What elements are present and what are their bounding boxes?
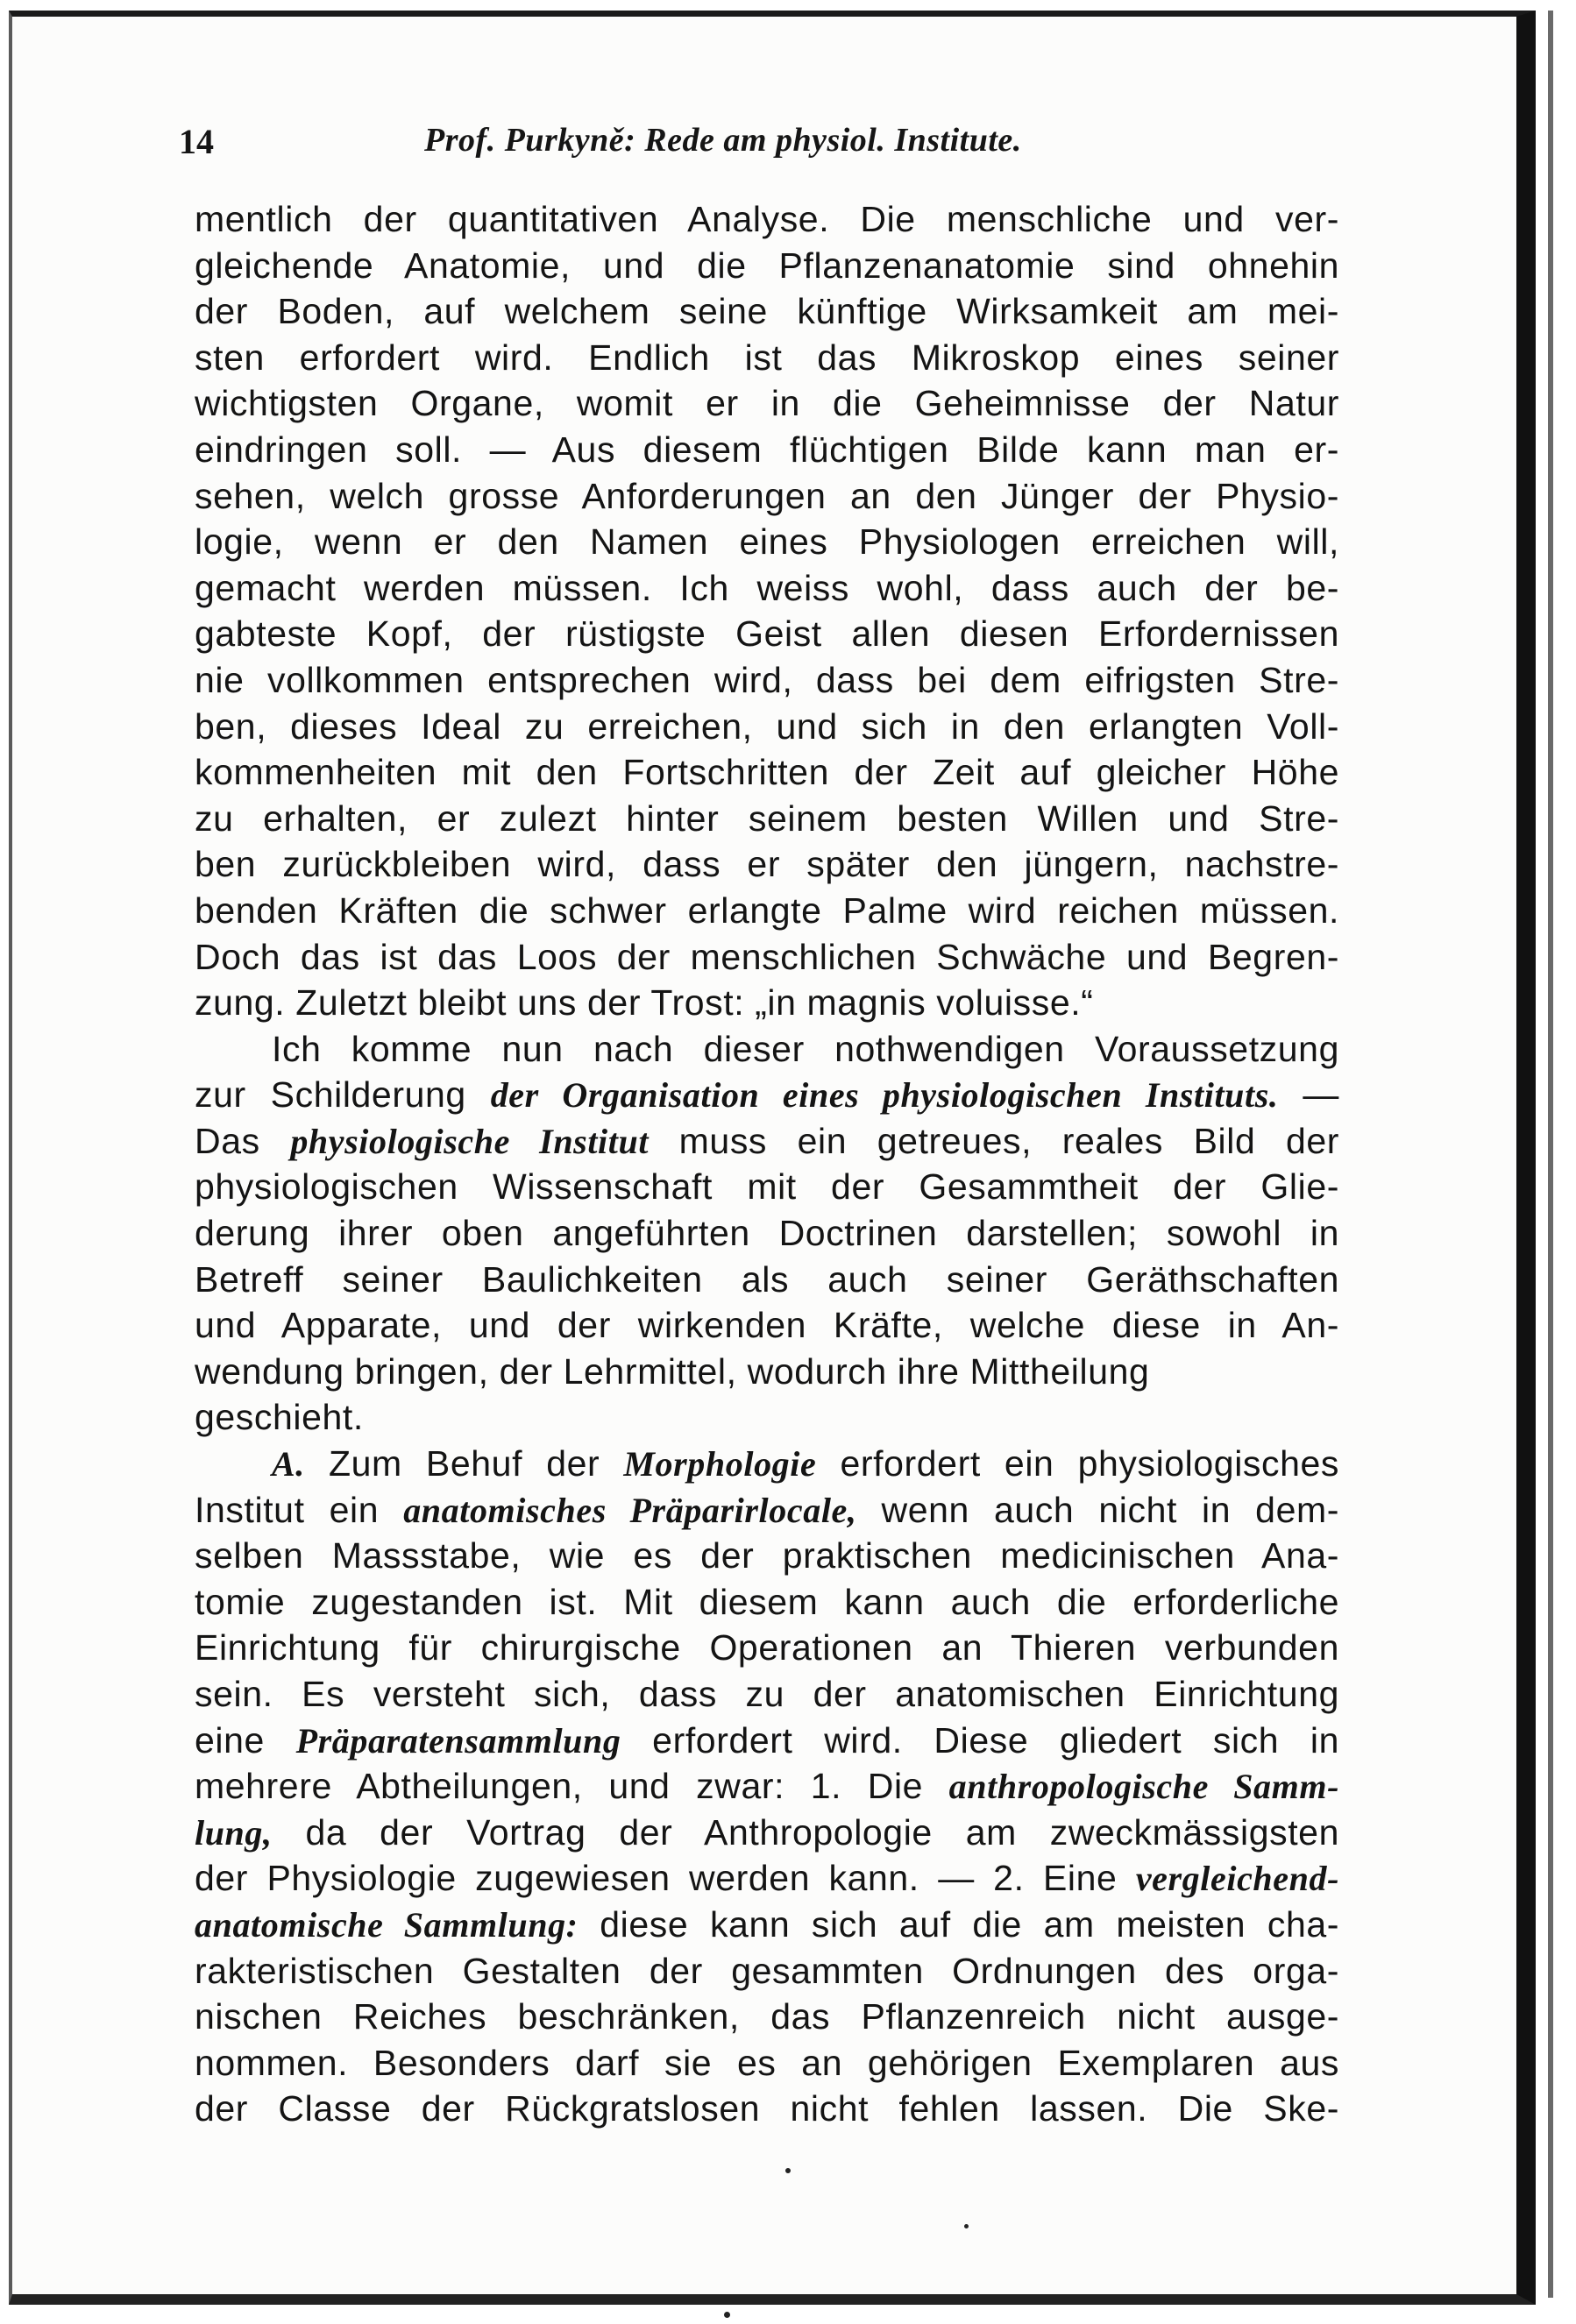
- text-run: wenn auch nicht in dem-: [856, 1489, 1339, 1530]
- text-run: Institut ein: [195, 1489, 404, 1530]
- text-line: [195, 1810, 1339, 1856]
- italic-text: der Organisation eines physiologischen Instituts.: [490, 1075, 1279, 1116]
- text-run: physiologischen Wissenschaft mit der Gesammtheit der Glie-: [195, 1166, 1339, 1208]
- text-run: muss ein getreues, reales Bild der: [649, 1120, 1340, 1161]
- text-run: diese kann sich auf die am meisten cha-: [578, 1903, 1339, 1945]
- ink-speck: [785, 2168, 791, 2173]
- text-line: [195, 1902, 1339, 1948]
- text-run: und Apparate, und der wirkenden Kräfte, welche diese in An-: [195, 1305, 1339, 1346]
- page-number: 14: [179, 122, 214, 161]
- text-run: eindringen soll. — Aus diesem flüchtigen Bilde kann man er-: [195, 429, 1339, 470]
- text-line: [195, 1948, 1339, 1995]
- text-line: [195, 1441, 1339, 1487]
- text-run: wichtigsten Organe, womit er in die Geheimnisse der Natur: [195, 383, 1339, 424]
- text-line: [195, 1533, 1339, 1579]
- text-line: [195, 934, 1339, 981]
- page-edge-shadow: [1548, 11, 1553, 2298]
- italic-text: Präparatensammlung: [295, 1720, 621, 1761]
- running-head: Prof. Purkyně: Rede am physiol. Institute.: [424, 122, 1022, 159]
- text-line: [195, 196, 1339, 243]
- text-line: [195, 427, 1339, 473]
- italic-text: anthropologische Samm-: [948, 1767, 1339, 1807]
- text-run: gabteste Kopf, der rüstigste Geist allen diesen Erfordernissen: [195, 613, 1339, 655]
- text-line: [195, 657, 1339, 704]
- text-line: [195, 841, 1339, 888]
- text-run: gemacht werden müssen. Ich weiss wohl, dass auch der be-: [195, 567, 1339, 608]
- text-line: [195, 1579, 1339, 1626]
- italic-text: physiologische Institut: [290, 1121, 650, 1161]
- text-run: zur Schilderung: [195, 1074, 491, 1116]
- italic-text: A.: [272, 1444, 305, 1484]
- text-line: [195, 611, 1339, 657]
- text-line: [195, 1718, 1339, 1764]
- text-run: zung. Zuletzt bleibt uns der Trost: „in magnis voluisse.“: [195, 982, 1094, 1024]
- text-run: nischen Reiches beschränken, das Pflanzenreich nicht ausge-: [195, 1996, 1339, 2037]
- text-line: [195, 980, 1339, 1026]
- text-run: erfordert wird. Diese gliedert sich in: [621, 1719, 1339, 1761]
- text-run: wendung bringen, der Lehrmittel, wodurch ihre Mittheilung: [195, 1350, 1150, 1392]
- text-run: sehen, welch grosse Anforderungen an den Jünger der Physio-: [195, 475, 1339, 516]
- text-line: [195, 1625, 1339, 1671]
- text-line: [195, 2086, 1339, 2132]
- text-line: [195, 1855, 1339, 1902]
- text-line: [195, 1671, 1339, 1718]
- text-run: geschieht.: [195, 1397, 364, 1438]
- text-run: —: [1278, 1074, 1340, 1116]
- text-line: [195, 1302, 1339, 1349]
- text-run: eine: [195, 1719, 296, 1761]
- text-run: selben Massstabe, wie es der praktischen medicinischen Ana-: [195, 1535, 1339, 1576]
- text-run: tomie zugestanden ist. Mit diesem kann auch die erforderliche: [195, 1581, 1339, 1622]
- text-line: [195, 1349, 1339, 1395]
- text-run: ben, dieses Ideal zu erreichen, und sich in den erlangten Voll-: [195, 705, 1339, 747]
- italic-text: anatomisches Präparirlocale,: [403, 1490, 857, 1530]
- text-line: [195, 473, 1339, 520]
- text-run: sein. Es versteht sich, dass zu der anatomischen Einrichtung: [195, 1674, 1339, 1714]
- italic-text: vergleichend-: [1135, 1859, 1339, 1899]
- text-line: [195, 519, 1339, 565]
- text-line: [195, 1763, 1339, 1810]
- text-line: [195, 1118, 1339, 1165]
- text-line: [195, 380, 1339, 427]
- text-line: [195, 1257, 1339, 1303]
- text-run: Ich komme nun nach dieser nothwendigen Voraussetzung: [272, 1028, 1339, 1069]
- italic-text: Morphologie: [623, 1444, 817, 1484]
- ink-speck: [724, 2312, 730, 2318]
- text-run: benden Kräften die schwer erlangte Palme wird reichen müssen.: [195, 889, 1339, 931]
- text-line: [195, 1994, 1339, 2040]
- text-run: mehrere Abtheilungen, und zwar: 1. Die: [195, 1766, 949, 1807]
- text-line: [195, 888, 1339, 934]
- text-run: nie vollkommen entsprechen wird, dass bei dem eifrigsten Stre-: [195, 659, 1339, 700]
- text-line: [195, 1210, 1339, 1257]
- text-line: [195, 1394, 1339, 1441]
- text-run: gleichende Anatomie, und die Pflanzenanatomie sind ohnehin: [195, 244, 1339, 286]
- text-run: der Boden, auf welchem seine künftige Wirksamkeit am mei-: [195, 291, 1339, 332]
- ink-speck: [964, 2224, 969, 2228]
- text-run: nommen. Besonders darf sie es an gehörigen Exemplaren aus: [195, 2042, 1339, 2083]
- text-run: Zum Behuf der: [304, 1443, 624, 1484]
- text-run: kommenheiten mit den Fortschritten der Zeit auf gleicher Höhe: [195, 752, 1339, 793]
- text-run: Einrichtung für chirurgische Operationen an Thieren verbunden: [195, 1627, 1339, 1669]
- text-line: [195, 749, 1339, 796]
- text-run: da der Vortrag der Anthropologie am zweckmässigsten: [272, 1811, 1339, 1853]
- text-run: ben zurückbleiben wird, dass er später den jüngern, nachstre-: [195, 844, 1339, 885]
- text-run: Das: [195, 1120, 291, 1161]
- text-run: logie, wenn er den Namen eines Physiologen erreichen will,: [195, 521, 1339, 563]
- text-line: [195, 335, 1339, 381]
- text-run: Doch das ist das Loos der menschlichen Schwäche und Begren-: [195, 936, 1339, 977]
- text-run: Betreff seiner Baulichkeiten als auch seiner Geräthschaften: [195, 1258, 1339, 1300]
- page-header: [179, 121, 1161, 174]
- text-line: [195, 1026, 1339, 1073]
- text-line: [195, 2040, 1339, 2087]
- text-line: [195, 1072, 1339, 1118]
- text-run: mentlich der quantitativen Analyse. Die menschliche und ver-: [195, 199, 1339, 239]
- text-line: [195, 1164, 1339, 1210]
- text-line: [195, 565, 1339, 612]
- text-run: rakteristischen Gestalten der gesammten Ordnungen des orga-: [195, 1950, 1339, 1991]
- text-line: [195, 704, 1339, 750]
- text-run: sten erfordert wird. Endlich ist das Mikroskop eines seiner: [195, 337, 1339, 378]
- text-run: der Classe der Rückgratslosen nicht fehlen lassen. Die Ske-: [195, 2088, 1339, 2129]
- text-run: zu erhalten, er zulezt hinter seinem besten Willen und Stre-: [195, 797, 1339, 839]
- italic-text: anatomische Sammlung:: [195, 1904, 579, 1945]
- text-line: [195, 243, 1339, 289]
- text-line: [195, 796, 1339, 842]
- text-run: derung ihrer oben angeführten Doctrinen darstellen; sowohl in: [195, 1213, 1339, 1254]
- text-run: erfordert ein physiologisches: [816, 1443, 1340, 1484]
- text-line: [195, 1487, 1339, 1534]
- text-line: [195, 288, 1339, 335]
- body-text: [195, 196, 1339, 2132]
- text-run: der Physiologie zugewiesen werden kann. — 2. Eine: [195, 1858, 1136, 1899]
- italic-text: lung,: [195, 1812, 273, 1853]
